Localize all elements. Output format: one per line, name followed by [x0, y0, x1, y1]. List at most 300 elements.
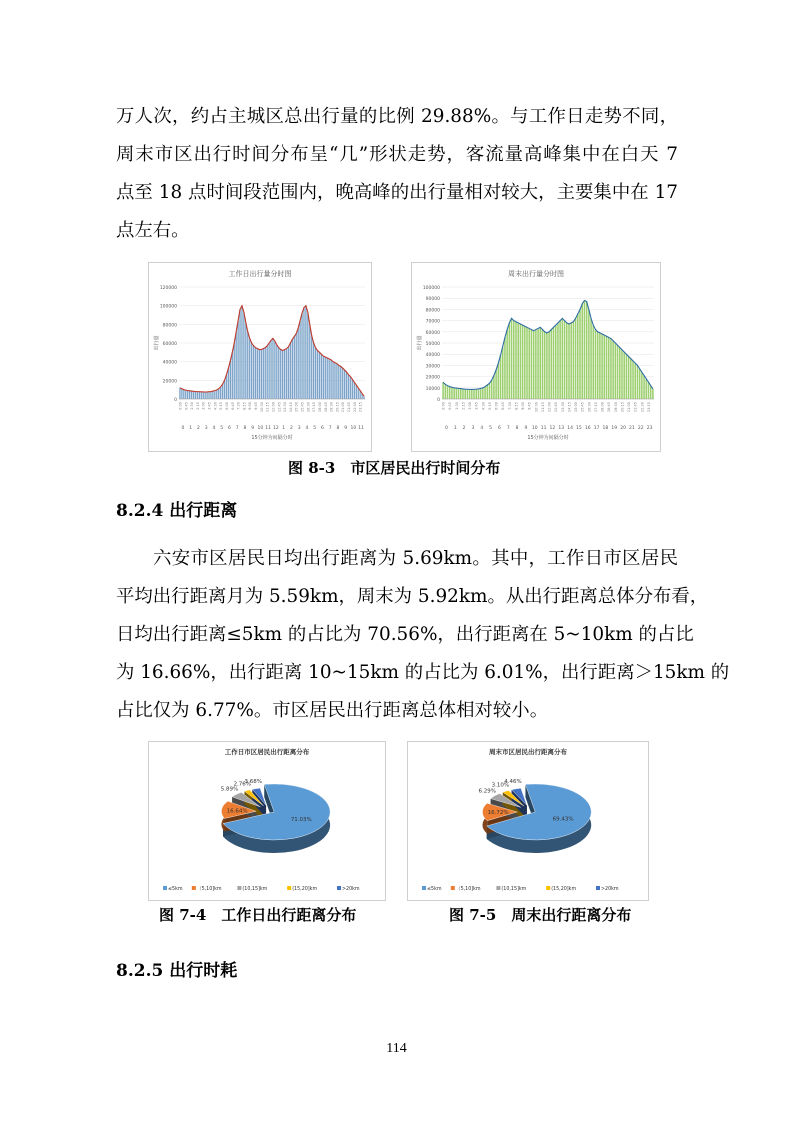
x-hour-label: 6 [227, 426, 231, 431]
x-slot-label: 9:00 [248, 402, 253, 410]
bar [212, 391, 213, 399]
bar [251, 343, 252, 399]
bar [294, 336, 295, 399]
bar [581, 304, 583, 399]
x-slot-label: 9:45 [527, 402, 532, 410]
bar [319, 352, 320, 399]
bar [645, 379, 647, 399]
pie-data-label: 2.76% [233, 781, 252, 788]
bar [344, 370, 345, 399]
bar [249, 338, 250, 399]
y-tick-label: 100000 [159, 304, 177, 310]
y-tick-label: 50000 [425, 342, 440, 347]
bar [553, 327, 555, 399]
bar [453, 388, 455, 399]
bar [623, 352, 625, 399]
bar [208, 392, 209, 399]
y-tick-label: 60000 [162, 342, 177, 347]
x-hour-label: 9 [344, 426, 348, 431]
bar [350, 377, 351, 399]
x-slot-label: 5:15 [487, 402, 492, 410]
y-tick-label: 80000 [162, 323, 177, 329]
x-slot-label: 12:00 [547, 402, 552, 413]
x-slot-label: 2:15 [195, 402, 200, 410]
bar [255, 348, 256, 399]
page-number: 114 [386, 1041, 407, 1056]
weekday-time-chart-svg [149, 263, 371, 451]
bar [537, 328, 539, 399]
x-slot-label: 7:30 [236, 402, 241, 410]
y-tick-label: 0 [437, 398, 440, 403]
bar [309, 324, 310, 399]
y-tick-label: 20000 [162, 379, 177, 385]
bar [234, 343, 235, 399]
x-slot-label: 0:00 [178, 402, 183, 410]
bar [305, 306, 306, 399]
bar [257, 349, 258, 399]
bar [630, 359, 632, 399]
weekday-distance-chart-svg [149, 742, 385, 900]
bar [189, 391, 190, 399]
x-slot-label: 10:30 [534, 402, 539, 413]
x-hour-label: 0 [444, 426, 448, 431]
section-8-2-4-heading: 8.2.4 出行距离 [116, 501, 238, 521]
bar [577, 314, 579, 399]
x-slot-label: 14:15 [288, 402, 293, 413]
x-hour-label: 7 [235, 426, 239, 431]
x-hour-label: 10 [531, 426, 538, 431]
bar [266, 346, 267, 399]
x-hour-label: 6 [320, 426, 324, 431]
x-slot-label: 18:00 [600, 402, 605, 413]
x-slot-label: 22:30 [640, 402, 645, 413]
x-hour-label: 11 [358, 426, 364, 431]
pie-data-label: 3.68% [244, 778, 263, 785]
y-tick-label: 0 [174, 398, 177, 403]
weekend-time-chart [411, 262, 661, 452]
bar [544, 332, 546, 399]
bar [493, 375, 495, 399]
bar [203, 392, 204, 399]
bar [204, 392, 205, 399]
x-hour-label: 6 [497, 426, 501, 431]
x-slot-label: 18:45 [323, 402, 328, 413]
pie-data-label: 16.64% [226, 808, 248, 815]
x-slot-label: 14:15 [567, 402, 572, 413]
bar [597, 332, 599, 399]
x-hour-label: 15 [576, 426, 582, 431]
x-hour-label: 12 [273, 426, 279, 431]
bar [327, 358, 328, 399]
y-tick-label: 90000 [425, 297, 440, 303]
bar [500, 355, 502, 399]
x-hour-label: 3 [204, 426, 208, 431]
bar [526, 327, 528, 399]
text-line: 万人次，约占主城区总出行量的比例 29.88%。与工作日走势不同， [116, 106, 678, 127]
bar [187, 391, 188, 399]
bar [274, 341, 275, 399]
bar [621, 350, 623, 399]
legend-swatch [337, 886, 341, 890]
x-hour-label: 16 [584, 426, 591, 431]
x-slot-label: 16:30 [587, 402, 592, 413]
x-slot-label: 4:30 [213, 402, 218, 410]
bar [475, 389, 477, 399]
x-slot-label: 11:15 [540, 402, 545, 413]
bar [197, 392, 198, 399]
legend-swatch [596, 886, 600, 890]
text-line: 周末市区出行时间分布呈“几”形状走势，客流量高峰集中在白天 7 [116, 144, 678, 165]
weekend-distance-chart [407, 741, 649, 901]
bar [243, 312, 244, 399]
bar [338, 365, 339, 399]
bar [511, 318, 513, 399]
bar [296, 334, 297, 399]
x-hour-label: 21 [629, 426, 635, 431]
legend-swatch [546, 886, 550, 890]
x-axis-label: 15分钟为间隔分时 [527, 435, 569, 441]
bar [648, 382, 650, 399]
x-slot-label: 3:00 [468, 402, 473, 410]
bar [562, 318, 564, 399]
x-slot-label: 23:15 [646, 402, 651, 413]
x-slot-label: 15:45 [300, 402, 305, 413]
bar [245, 322, 246, 399]
y-tick-label: 70000 [425, 319, 440, 325]
x-hour-label: 7 [506, 426, 510, 431]
bar [230, 361, 231, 399]
bar [224, 380, 225, 399]
x-slot-label: 20:15 [335, 402, 340, 413]
x-slot-label: 1:30 [454, 402, 459, 410]
x-slot-label: 0:45 [448, 402, 453, 410]
bar [637, 365, 639, 399]
x-slot-label: 17:15 [593, 402, 598, 413]
bar [218, 389, 219, 399]
bar [528, 328, 530, 399]
text-line: 点左右。 [116, 220, 190, 241]
bar [570, 323, 572, 399]
section-8-2-5-heading: 8.2.5 出行时耗 [116, 961, 238, 981]
text-line: 为 16.66%，出行距离 10~15km 的占比为 6.01%，出行距离＞15km 的 [116, 662, 730, 683]
bar [467, 389, 469, 399]
y-tick-label: 100000 [422, 286, 440, 291]
bar [491, 380, 493, 399]
bar [462, 389, 464, 399]
x-hour-label: 22 [637, 426, 644, 431]
bar [447, 386, 449, 399]
x-hour-label: 4 [305, 426, 309, 431]
bar [282, 350, 283, 399]
bar [253, 346, 254, 399]
y-tick-label: 120000 [159, 286, 177, 291]
bar [235, 332, 236, 399]
bar [317, 350, 318, 399]
legend-label: (10,15]km [501, 887, 527, 892]
bar [575, 318, 577, 399]
weekday-time-chart [148, 262, 372, 452]
x-slot-label: 8:15 [242, 402, 247, 410]
bar [617, 345, 619, 399]
x-slot-label: 3:45 [207, 402, 212, 410]
y-tick-label: 60000 [425, 330, 440, 336]
bar [559, 321, 561, 399]
legend-swatch [237, 886, 241, 890]
x-slot-label: 12:45 [277, 402, 282, 413]
x-hour-label: 5 [489, 426, 493, 431]
bar [301, 313, 302, 399]
bar [601, 334, 603, 399]
bar [334, 363, 335, 399]
x-slot-label: 17:15 [312, 402, 317, 413]
x-hour-label: 17 [593, 426, 600, 431]
text-line: 平均出行距离月为 5.59km，周末为 5.92km。从出行距离总体分布看， [116, 586, 709, 607]
x-slot-label: 15:00 [574, 402, 579, 413]
chart-title: 工作日出行量分时图 [228, 270, 292, 278]
text-line: 六安市区居民日均出行距离为 5.69km。其中，工作日市区居民 [153, 548, 678, 569]
bar [278, 348, 279, 399]
x-slot-label: 3:00 [201, 402, 206, 410]
bar [232, 352, 233, 399]
bar [506, 330, 508, 399]
x-hour-label: 1 [189, 426, 193, 431]
bar [348, 375, 349, 399]
bar [342, 368, 343, 399]
bar [608, 337, 610, 399]
x-slot-label: 6:00 [494, 402, 499, 410]
x-hour-label: 13 [558, 426, 565, 431]
pie-data-label: 16.72% [487, 809, 509, 816]
bar [315, 348, 316, 399]
bar [531, 330, 533, 399]
bar [346, 372, 347, 399]
x-hour-label: 8 [515, 426, 519, 431]
legend-label: (15,20]km [551, 887, 577, 892]
legend-swatch [451, 886, 455, 890]
bar [268, 343, 269, 399]
x-slot-label: 12:00 [271, 402, 276, 413]
bar [604, 335, 606, 399]
bar [590, 318, 592, 399]
bar [535, 330, 537, 399]
bar [247, 332, 248, 399]
x-slot-label: 10:30 [259, 402, 264, 413]
bar [566, 323, 568, 399]
bar [652, 389, 654, 399]
bar [542, 330, 544, 399]
bar [442, 382, 444, 399]
x-slot-label: 23:15 [358, 402, 363, 413]
bar [239, 309, 240, 399]
bar [363, 396, 364, 399]
x-slot-label: 0:00 [441, 402, 446, 410]
y-tick-label: 20000 [425, 375, 440, 381]
bar [489, 383, 491, 399]
text-line: 日均出行距离≤5km 的占比为 70.56%，出行距离在 5~10km 的占比 [116, 624, 694, 645]
bar [626, 354, 628, 399]
chart-title: 周末出行量分时图 [508, 270, 564, 278]
bar [639, 369, 641, 399]
chart-title: 周末市区居民出行距离分布 [489, 748, 567, 756]
bar [199, 392, 200, 399]
x-hour-label: 5 [220, 426, 224, 431]
x-slot-label: 15:45 [580, 402, 585, 413]
bar [276, 345, 277, 399]
x-hour-label: 2 [289, 426, 293, 431]
bar [201, 392, 202, 399]
bar [568, 324, 570, 399]
x-slot-label: 19:30 [329, 402, 334, 413]
legend-swatch [422, 886, 426, 890]
weekend-time-chart-svg [412, 263, 660, 451]
bar [222, 384, 223, 399]
bar [323, 356, 324, 399]
bar [579, 309, 581, 399]
bar [449, 387, 451, 399]
bar [261, 350, 262, 399]
x-hour-label: 2 [462, 426, 466, 431]
x-hour-label: 8 [336, 426, 340, 431]
bar [290, 343, 291, 399]
bar [533, 331, 535, 399]
x-slot-label: 18:45 [607, 402, 612, 413]
x-slot-label: 0:45 [184, 402, 189, 410]
x-hour-label: 1 [453, 426, 457, 431]
pie-data-label: 4.46% [504, 779, 522, 786]
bar [606, 336, 608, 399]
bar [610, 339, 612, 399]
legend-label: >20km [601, 887, 619, 892]
pie-data-label: 71.03% [290, 817, 312, 824]
bar [195, 392, 196, 399]
y-axis-label: 出行量 [417, 335, 423, 351]
x-hour-label: 11 [265, 426, 271, 431]
bar [185, 390, 186, 399]
bar [456, 388, 458, 399]
bar [183, 390, 184, 399]
x-slot-label: 7:30 [507, 402, 512, 410]
bar [328, 359, 329, 399]
bar [484, 387, 486, 399]
x-slot-label: 13:30 [560, 402, 565, 413]
bar [292, 339, 293, 399]
bar [191, 391, 192, 399]
bar [226, 375, 227, 399]
bar [632, 361, 634, 399]
bar [524, 326, 526, 399]
x-slot-label: 20:15 [620, 402, 625, 413]
x-slot-label: 19:30 [613, 402, 618, 413]
bar [458, 388, 460, 399]
legend-label: (10,15]km [242, 887, 268, 892]
bar [313, 343, 314, 399]
y-tick-label: 40000 [425, 353, 440, 359]
x-hour-label: 18 [602, 426, 609, 431]
x-slot-label: 2:15 [461, 402, 466, 410]
x-hour-label: 5 [313, 426, 317, 431]
bar [311, 336, 312, 399]
bar [592, 325, 594, 399]
pie-data-label: 5.89% [220, 786, 239, 793]
bar [297, 328, 298, 399]
bar [564, 321, 566, 399]
bar [460, 389, 462, 399]
legend-swatch [163, 886, 167, 890]
x-slot-label: 9:45 [254, 402, 259, 410]
bar [482, 388, 484, 399]
bar [464, 389, 466, 399]
bar [588, 309, 590, 399]
bar [445, 384, 447, 399]
bar [451, 387, 453, 399]
bar [265, 348, 266, 399]
weekend-distance-chart-svg [408, 742, 648, 900]
bar [509, 323, 511, 399]
bar [280, 350, 281, 399]
x-slot-label: 21:45 [633, 402, 638, 413]
legend-label: >20km [342, 887, 360, 892]
bar [210, 392, 211, 399]
bar [241, 306, 242, 399]
bar [486, 385, 488, 399]
figure-7-5-caption: 图 7-5 周末出行距离分布 [449, 906, 632, 924]
y-tick-label: 80000 [425, 308, 440, 314]
bar [517, 323, 519, 399]
legend-label: （5,10]km [455, 887, 481, 892]
bar [272, 338, 273, 399]
x-slot-label: 11:15 [265, 402, 270, 413]
y-tick-label: 40000 [162, 360, 177, 366]
x-slot-label: 3:45 [474, 402, 479, 410]
x-hour-label: 8 [243, 426, 247, 431]
bar [237, 321, 238, 399]
legend-label: （5,10]km [196, 887, 222, 892]
x-slot-label: 12:45 [554, 402, 559, 413]
x-slot-label: 22:30 [352, 402, 357, 413]
bar [288, 347, 289, 399]
pie-data-label: 3.10% [491, 782, 510, 789]
bar [259, 350, 260, 399]
legend-swatch [287, 886, 291, 890]
text-line: 占比仅为 6.77%。市区居民出行距离总体相对较小。 [116, 700, 549, 721]
bar [557, 323, 559, 399]
bar [181, 389, 182, 399]
bar [358, 388, 359, 399]
bar [498, 363, 500, 399]
bar [612, 341, 614, 399]
bar [356, 385, 357, 399]
bar [321, 354, 322, 399]
legend-label: (15,20]km [292, 887, 318, 892]
bar [515, 322, 517, 399]
paragraph-distance [116, 545, 730, 725]
x-axis-label: 15分钟为间隔分时 [251, 435, 293, 441]
bar [478, 389, 480, 399]
x-hour-label: 9 [524, 426, 528, 431]
x-slot-label: 4:30 [481, 402, 486, 410]
bar [352, 379, 353, 399]
x-slot-label: 9:00 [521, 402, 526, 410]
bar [340, 366, 341, 399]
x-hour-label: 10 [257, 426, 264, 431]
bar [332, 362, 333, 399]
figure-7-4-caption: 图 7-4 工作日出行距离分布 [159, 906, 357, 924]
x-slot-label: 5:15 [219, 402, 224, 410]
x-slot-label: 16:30 [306, 402, 311, 413]
bar [469, 389, 471, 399]
x-slot-label: 1:30 [190, 402, 195, 410]
bar [179, 388, 180, 399]
